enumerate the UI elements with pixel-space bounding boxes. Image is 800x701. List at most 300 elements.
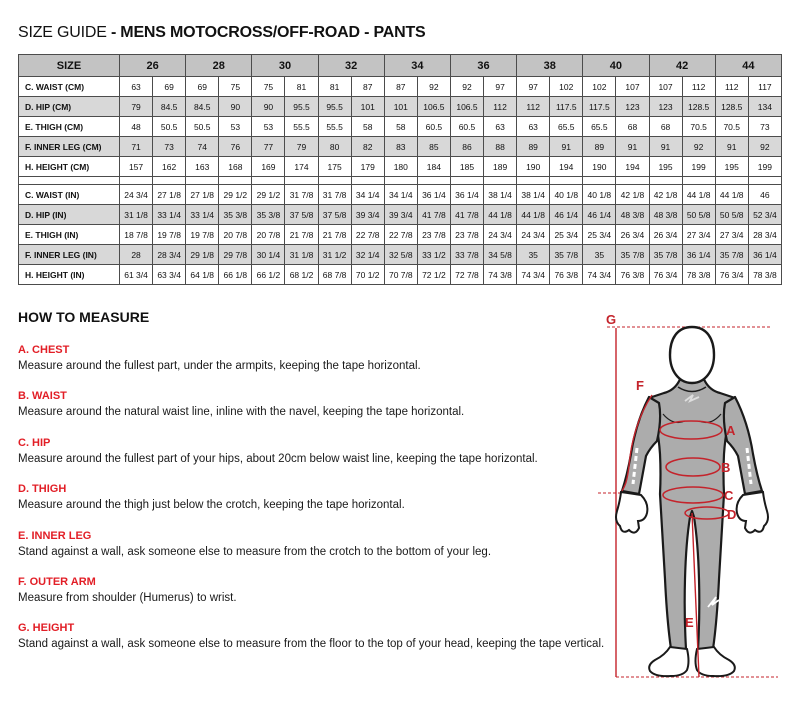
- measurement-value-cell: 31 1/8: [120, 205, 153, 225]
- measurement-value-cell: 35 7/8: [616, 245, 649, 265]
- measure-desc-waist: Measure around the natural waist line, inline with the navel, keeping the tape horizontal.: [18, 406, 465, 419]
- measure-item-hip: [18, 437, 623, 466]
- table-row-h-height-cm: [19, 157, 782, 177]
- measurement-value-cell: 90: [219, 97, 252, 117]
- left-boot: [649, 647, 688, 676]
- measurement-value-cell: 65.5: [550, 117, 583, 137]
- measurement-value-cell: 74 3/8: [484, 265, 517, 285]
- measurement-value-cell: 68: [649, 117, 682, 137]
- measurement-value-cell: 31 1/2: [318, 245, 351, 265]
- table-spacer-row: [19, 177, 782, 185]
- measurement-value-cell: 85: [417, 137, 450, 157]
- spacer-cell: [450, 177, 483, 185]
- measurement-value-cell: 19 7/8: [153, 225, 186, 245]
- measurement-value-cell: 32 5/8: [384, 245, 417, 265]
- row-label-cell: F. INNER LEG (IN): [19, 245, 120, 265]
- table-row-f-inner-leg-cm: [19, 137, 782, 157]
- measurement-value-cell: 53: [219, 117, 252, 137]
- body-silhouette: [649, 372, 735, 650]
- measurement-value-cell: 128.5: [682, 97, 715, 117]
- measurement-value-cell: 68: [616, 117, 649, 137]
- measurement-value-cell: 74 3/4: [517, 265, 550, 285]
- size-header-row: [19, 55, 782, 77]
- measurement-value-cell: 63: [484, 117, 517, 137]
- measurement-value-cell: 68 7/8: [318, 265, 351, 285]
- measure-label-outer-arm: F. OUTER ARM: [18, 575, 96, 588]
- measurement-value-cell: 22 7/8: [384, 225, 417, 245]
- measurement-value-cell: 50.5: [186, 117, 219, 137]
- measurement-value-cell: 194: [616, 157, 649, 177]
- measurement-value-cell: 44 1/8: [517, 205, 550, 225]
- measurement-value-cell: 35 7/8: [715, 245, 748, 265]
- measurement-value-cell: 101: [384, 97, 417, 117]
- size-col-header-36: 36: [450, 55, 516, 77]
- measurement-value-cell: 92: [450, 77, 483, 97]
- measurement-value-cell: 102: [550, 77, 583, 97]
- measurement-value-cell: 112: [484, 97, 517, 117]
- measurement-value-cell: 35 7/8: [550, 245, 583, 265]
- measurement-value-cell: 84.5: [186, 97, 219, 117]
- measurement-value-cell: 157: [120, 157, 153, 177]
- measurement-value-cell: 199: [748, 157, 781, 177]
- measurement-value-cell: 24 3/4: [484, 225, 517, 245]
- measurement-value-cell: 36 1/4: [450, 185, 483, 205]
- measurement-value-cell: 25 3/4: [550, 225, 583, 245]
- measurement-value-cell: 23 7/8: [417, 225, 450, 245]
- measurement-value-cell: 55.5: [318, 117, 351, 137]
- measurement-value-cell: 190: [517, 157, 550, 177]
- size-col-header-30: 30: [252, 55, 318, 77]
- measure-item-thigh: [18, 483, 623, 512]
- measurement-value-cell: 37 5/8: [318, 205, 351, 225]
- measurement-value-cell: 163: [186, 157, 219, 177]
- measurement-value-cell: 76: [219, 137, 252, 157]
- measurement-value-cell: 72 1/2: [417, 265, 450, 285]
- measurement-value-cell: 40 1/8: [583, 185, 616, 205]
- measurement-value-cell: 33 1/4: [186, 205, 219, 225]
- measurement-value-cell: 89: [517, 137, 550, 157]
- measurement-value-cell: 195: [715, 157, 748, 177]
- measurement-value-cell: 19 7/8: [186, 225, 219, 245]
- table-row-d-hip-cm: [19, 97, 782, 117]
- measurement-value-cell: 97: [484, 77, 517, 97]
- measurement-value-cell: 73: [153, 137, 186, 157]
- spacer-cell: [384, 177, 417, 185]
- measurement-value-cell: 20 7/8: [219, 225, 252, 245]
- measurement-value-cell: 29 1/2: [219, 185, 252, 205]
- row-label-cell: D. HIP (CM): [19, 97, 120, 117]
- measurement-value-cell: 91: [649, 137, 682, 157]
- measurement-value-cell: 86: [450, 137, 483, 157]
- measurement-value-cell: 36 1/4: [748, 245, 781, 265]
- measure-label-height: G. HEIGHT: [18, 622, 75, 635]
- measurement-value-cell: 169: [252, 157, 285, 177]
- measurement-value-cell: 46 1/4: [550, 205, 583, 225]
- measurement-value-cell: 174: [285, 157, 318, 177]
- measurement-value-cell: 48 3/8: [649, 205, 682, 225]
- measurement-value-cell: 83: [384, 137, 417, 157]
- measurement-value-cell: 31 7/8: [318, 185, 351, 205]
- measurement-value-cell: 38 1/4: [517, 185, 550, 205]
- figure-label-outer-arm: F: [636, 378, 644, 393]
- measurement-value-cell: 70.5: [682, 117, 715, 137]
- table-row-c-waist-cm: [19, 77, 782, 97]
- size-col-header-44: 44: [715, 55, 781, 77]
- size-col-header-28: 28: [186, 55, 252, 77]
- how-to-measure-section: [18, 309, 623, 652]
- measurement-value-cell: 79: [285, 137, 318, 157]
- measurement-value-cell: 24 3/4: [120, 185, 153, 205]
- measure-desc-height: Stand against a wall, ask someone else to measure from the floor to the top of your head, keeping the tape vertical.: [18, 638, 605, 651]
- measurement-value-cell: 112: [715, 77, 748, 97]
- measurement-value-cell: 76 3/4: [715, 265, 748, 285]
- measurement-value-cell: 74: [186, 137, 219, 157]
- table-row-d-hip-in: [19, 205, 782, 225]
- measure-item-height: [18, 622, 623, 651]
- measurement-value-cell: 50 5/8: [715, 205, 748, 225]
- row-label-cell: F. INNER LEG (CM): [19, 137, 120, 157]
- measurement-value-cell: 41 7/8: [417, 205, 450, 225]
- measurement-value-cell: 61 3/4: [120, 265, 153, 285]
- measurement-value-cell: 46: [748, 185, 781, 205]
- measurement-value-cell: 44 1/8: [715, 185, 748, 205]
- measurement-value-cell: 89: [583, 137, 616, 157]
- measurement-value-cell: 58: [384, 117, 417, 137]
- spacer-cell: [748, 177, 781, 185]
- measurement-value-cell: 80: [318, 137, 351, 157]
- table-row-h-height-in: [19, 265, 782, 285]
- spacer-cell: [120, 177, 153, 185]
- measurement-value-cell: 74 3/4: [583, 265, 616, 285]
- left-arm: [622, 397, 660, 494]
- measurement-value-cell: 21 7/8: [318, 225, 351, 245]
- spacer-cell: [583, 177, 616, 185]
- measurement-value-cell: 63 3/4: [153, 265, 186, 285]
- measure-desc-chest: Measure around the fullest part, under the armpits, keeping the tape horizontal.: [18, 360, 421, 372]
- measurement-value-cell: 175: [318, 157, 351, 177]
- measure-item-waist: [18, 390, 623, 419]
- measurement-value-cell: 134: [748, 97, 781, 117]
- measurement-value-cell: 66 1/2: [252, 265, 285, 285]
- measurement-value-cell: 44 1/8: [682, 185, 715, 205]
- measurement-value-cell: 23 7/8: [450, 225, 483, 245]
- measure-label-hip: C. HIP: [18, 436, 51, 449]
- size-chart-table: [18, 54, 782, 285]
- measure-label-inner-leg: E. INNER LEG: [18, 529, 92, 542]
- measurement-value-cell: 185: [450, 157, 483, 177]
- measurement-value-cell: 106.5: [417, 97, 450, 117]
- measurement-value-cell: 123: [616, 97, 649, 117]
- measurement-value-cell: 76 3/8: [616, 265, 649, 285]
- size-col-header-42: 42: [649, 55, 715, 77]
- figure-label-waist: B: [721, 460, 731, 475]
- measurement-value-cell: 36 1/4: [417, 185, 450, 205]
- spacer-cell: [682, 177, 715, 185]
- spacer-cell: [417, 177, 450, 185]
- figure-label-chest: A: [726, 423, 736, 438]
- measurement-value-cell: 24 3/4: [517, 225, 550, 245]
- measurement-value-cell: 71: [120, 137, 153, 157]
- measurement-value-cell: 33 7/8: [450, 245, 483, 265]
- measurement-value-cell: 34 1/4: [384, 185, 417, 205]
- measurement-value-cell: 31 1/8: [285, 245, 318, 265]
- measurement-value-cell: 27 3/4: [715, 225, 748, 245]
- size-chart-header: [19, 55, 782, 77]
- measurement-value-cell: 22 7/8: [351, 225, 384, 245]
- size-chart-body: [19, 77, 782, 285]
- measurement-value-cell: 29 1/2: [252, 185, 285, 205]
- measurement-value-cell: 33 1/2: [417, 245, 450, 265]
- measurement-value-cell: 37 5/8: [285, 205, 318, 225]
- measurement-value-cell: 72 7/8: [450, 265, 483, 285]
- spacer-cell: [550, 177, 583, 185]
- measurement-value-cell: 117.5: [583, 97, 616, 117]
- measurement-value-cell: 63: [120, 77, 153, 97]
- measurement-value-cell: 87: [384, 77, 417, 97]
- measurement-value-cell: 36 1/4: [682, 245, 715, 265]
- spacer-cell: [186, 177, 219, 185]
- figure-label-thigh: D: [727, 507, 737, 522]
- measurement-value-cell: 18 7/8: [120, 225, 153, 245]
- measurement-value-cell: 69: [186, 77, 219, 97]
- row-label-cell: H. HEIGHT (IN): [19, 265, 120, 285]
- measurement-value-cell: 52 3/4: [748, 205, 781, 225]
- measurement-value-cell: 64 1/8: [186, 265, 219, 285]
- measurement-value-cell: 35 7/8: [649, 245, 682, 265]
- measurement-value-cell: 48: [120, 117, 153, 137]
- measurement-value-cell: 29 1/8: [186, 245, 219, 265]
- row-label-cell: C. WAIST (CM): [19, 77, 120, 97]
- table-row-e-thigh-in: [19, 225, 782, 245]
- measurement-value-cell: 34 5/8: [484, 245, 517, 265]
- measurement-value-cell: 48 3/8: [616, 205, 649, 225]
- measurement-value-cell: 42 1/8: [649, 185, 682, 205]
- spacer-cell: [19, 177, 120, 185]
- measurement-value-cell: 91: [550, 137, 583, 157]
- row-label-cell: H. HEIGHT (CM): [19, 157, 120, 177]
- measurement-value-cell: 55.5: [285, 117, 318, 137]
- measurement-value-cell: 128.5: [715, 97, 748, 117]
- measurement-value-cell: 75: [252, 77, 285, 97]
- measurement-value-cell: 123: [649, 97, 682, 117]
- measurement-value-cell: 50 5/8: [682, 205, 715, 225]
- measurement-value-cell: 117.5: [550, 97, 583, 117]
- measurement-value-cell: 162: [153, 157, 186, 177]
- measurement-value-cell: 87: [351, 77, 384, 97]
- measurement-value-cell: 35 3/8: [252, 205, 285, 225]
- measure-item-chest: [18, 344, 623, 373]
- size-col-header-26: 26: [120, 55, 186, 77]
- measurement-value-cell: 60.5: [450, 117, 483, 137]
- size-col-header-40: 40: [583, 55, 649, 77]
- measurement-value-cell: 112: [517, 97, 550, 117]
- measurement-value-cell: 58: [351, 117, 384, 137]
- measurement-value-cell: 27 3/4: [682, 225, 715, 245]
- measure-label-waist: B. WAIST: [18, 390, 67, 403]
- measurement-value-cell: 27 1/8: [153, 185, 186, 205]
- measurement-value-cell: 44 1/8: [484, 205, 517, 225]
- measurement-value-cell: 97: [517, 77, 550, 97]
- measurement-value-cell: 42 1/8: [616, 185, 649, 205]
- measurement-value-cell: 194: [550, 157, 583, 177]
- measurement-value-cell: 180: [384, 157, 417, 177]
- measurement-value-cell: 179: [351, 157, 384, 177]
- measurement-value-cell: 26 3/4: [649, 225, 682, 245]
- right-boot: [696, 647, 735, 676]
- measurement-value-cell: 184: [417, 157, 450, 177]
- spacer-cell: [285, 177, 318, 185]
- measurement-value-cell: 189: [484, 157, 517, 177]
- measurement-value-cell: 40 1/8: [550, 185, 583, 205]
- measurement-value-cell: 102: [583, 77, 616, 97]
- measurement-value-cell: 34 1/4: [351, 185, 384, 205]
- measurement-value-cell: 35: [517, 245, 550, 265]
- page-title: [18, 24, 800, 42]
- measurement-value-cell: 53: [252, 117, 285, 137]
- measurement-value-cell: 68 1/2: [285, 265, 318, 285]
- measurement-value-cell: 77: [252, 137, 285, 157]
- spacer-cell: [715, 177, 748, 185]
- measurement-value-cell: 35: [583, 245, 616, 265]
- size-col-header-32: 32: [318, 55, 384, 77]
- figure-label-hip: C: [724, 488, 734, 503]
- measurement-value-cell: 25 3/4: [583, 225, 616, 245]
- measurement-value-cell: 28 3/4: [748, 225, 781, 245]
- measurement-value-cell: 75: [219, 77, 252, 97]
- measurement-value-cell: 70.5: [715, 117, 748, 137]
- measurement-value-cell: 107: [616, 77, 649, 97]
- measurement-value-cell: 101: [351, 97, 384, 117]
- row-label-cell: E. THIGH (CM): [19, 117, 120, 137]
- measurement-value-cell: 32 1/4: [351, 245, 384, 265]
- table-row-f-inner-leg-in: [19, 245, 782, 265]
- row-label-cell: D. HIP (IN): [19, 205, 120, 225]
- measurement-value-cell: 41 7/8: [450, 205, 483, 225]
- right-glove: [737, 492, 768, 533]
- measurement-value-cell: 29 7/8: [219, 245, 252, 265]
- head: [670, 327, 714, 383]
- measurement-figure: [597, 310, 800, 701]
- measurement-value-cell: 63: [517, 117, 550, 137]
- measurement-value-cell: 65.5: [583, 117, 616, 137]
- spacer-cell: [219, 177, 252, 185]
- spacer-cell: [484, 177, 517, 185]
- spacer-cell: [252, 177, 285, 185]
- how-to-measure-heading: HOW TO MEASURE: [18, 309, 150, 325]
- measurement-value-cell: 112: [682, 77, 715, 97]
- measurement-value-cell: 90: [252, 97, 285, 117]
- row-label-cell: E. THIGH (IN): [19, 225, 120, 245]
- measurement-value-cell: 70 7/8: [384, 265, 417, 285]
- measurement-value-cell: 91: [616, 137, 649, 157]
- measure-label-chest: A. CHEST: [18, 344, 70, 356]
- measurement-value-cell: 76 3/4: [649, 265, 682, 285]
- measurement-value-cell: 28 3/4: [153, 245, 186, 265]
- measurement-value-cell: 92: [748, 137, 781, 157]
- measurement-value-cell: 38 1/4: [484, 185, 517, 205]
- measurement-value-cell: 81: [318, 77, 351, 97]
- measurement-value-cell: 79: [120, 97, 153, 117]
- measurement-value-cell: 88: [484, 137, 517, 157]
- measurement-value-cell: 50.5: [153, 117, 186, 137]
- measurement-value-cell: 91: [715, 137, 748, 157]
- measurement-value-cell: 95.5: [285, 97, 318, 117]
- left-glove: [616, 492, 647, 533]
- measure-desc-outer-arm: Measure from shoulder (Humerus) to wrist.: [18, 591, 237, 604]
- size-col-header-34: 34: [384, 55, 450, 77]
- body-diagram-illustration: [597, 310, 800, 701]
- spacer-cell: [318, 177, 351, 185]
- table-row-e-thigh-cm: [19, 117, 782, 137]
- page-title-main: - MENS MOTOCROSS/OFF-ROAD - PANTS: [110, 24, 426, 41]
- page-title-prefix: SIZE GUIDE: [18, 24, 111, 41]
- measurement-value-cell: 20 7/8: [252, 225, 285, 245]
- measurement-value-cell: 190: [583, 157, 616, 177]
- measurement-value-cell: 21 7/8: [285, 225, 318, 245]
- measurement-value-cell: 106.5: [450, 97, 483, 117]
- measurement-value-cell: 46 1/4: [583, 205, 616, 225]
- measure-label-thigh: D. THIGH: [18, 483, 67, 496]
- measurement-value-cell: 82: [351, 137, 384, 157]
- spacer-cell: [153, 177, 186, 185]
- measurement-value-cell: 33 1/4: [153, 205, 186, 225]
- measurement-value-cell: 39 3/4: [351, 205, 384, 225]
- measurement-value-cell: 107: [649, 77, 682, 97]
- measurement-value-cell: 39 3/4: [384, 205, 417, 225]
- measurement-value-cell: 30 1/4: [252, 245, 285, 265]
- measurement-value-cell: 27 1/8: [186, 185, 219, 205]
- spacer-cell: [616, 177, 649, 185]
- figure-label-height: G: [606, 312, 617, 327]
- measure-desc-hip: Measure around the fullest part of your hips, about 20cm below waist line, keeping the tape horizontal.: [18, 452, 538, 465]
- measurement-value-cell: 199: [682, 157, 715, 177]
- measure-item-inner-leg: [18, 530, 623, 559]
- measurement-value-cell: 28: [120, 245, 153, 265]
- measurement-value-cell: 26 3/4: [616, 225, 649, 245]
- measurement-value-cell: 69: [153, 77, 186, 97]
- measurement-value-cell: 117: [748, 77, 781, 97]
- figure-label-inner-leg: E: [685, 615, 694, 630]
- measure-desc-inner-leg: Stand against a wall, ask someone else to measure from the crotch to the bottom of your leg.: [18, 545, 492, 558]
- measurement-value-cell: 168: [219, 157, 252, 177]
- measurement-value-cell: 95.5: [318, 97, 351, 117]
- measurement-value-cell: 84.5: [153, 97, 186, 117]
- right-arm: [724, 397, 762, 494]
- measurement-value-cell: 60.5: [417, 117, 450, 137]
- measurement-value-cell: 31 7/8: [285, 185, 318, 205]
- measurement-value-cell: 92: [417, 77, 450, 97]
- measure-desc-thigh: Measure around the thigh just below the crotch, keeping the tape horizontal.: [18, 499, 405, 512]
- measurement-value-cell: 73: [748, 117, 781, 137]
- spacer-cell: [649, 177, 682, 185]
- spacer-cell: [517, 177, 550, 185]
- table-row-c-waist-in: [19, 185, 782, 205]
- row-label-cell: C. WAIST (IN): [19, 185, 120, 205]
- measurement-value-cell: 78 3/8: [748, 265, 781, 285]
- measurement-value-cell: 195: [649, 157, 682, 177]
- size-corner-header: SIZE: [19, 55, 120, 77]
- measure-item-outer-arm: [18, 576, 623, 605]
- measurement-value-cell: 81: [285, 77, 318, 97]
- size-col-header-38: 38: [517, 55, 583, 77]
- measurement-value-cell: 92: [682, 137, 715, 157]
- measurement-value-cell: 66 1/8: [219, 265, 252, 285]
- measurement-value-cell: 35 3/8: [219, 205, 252, 225]
- measurement-value-cell: 70 1/2: [351, 265, 384, 285]
- spacer-cell: [351, 177, 384, 185]
- measurement-value-cell: 78 3/8: [682, 265, 715, 285]
- measurement-value-cell: 76 3/8: [550, 265, 583, 285]
